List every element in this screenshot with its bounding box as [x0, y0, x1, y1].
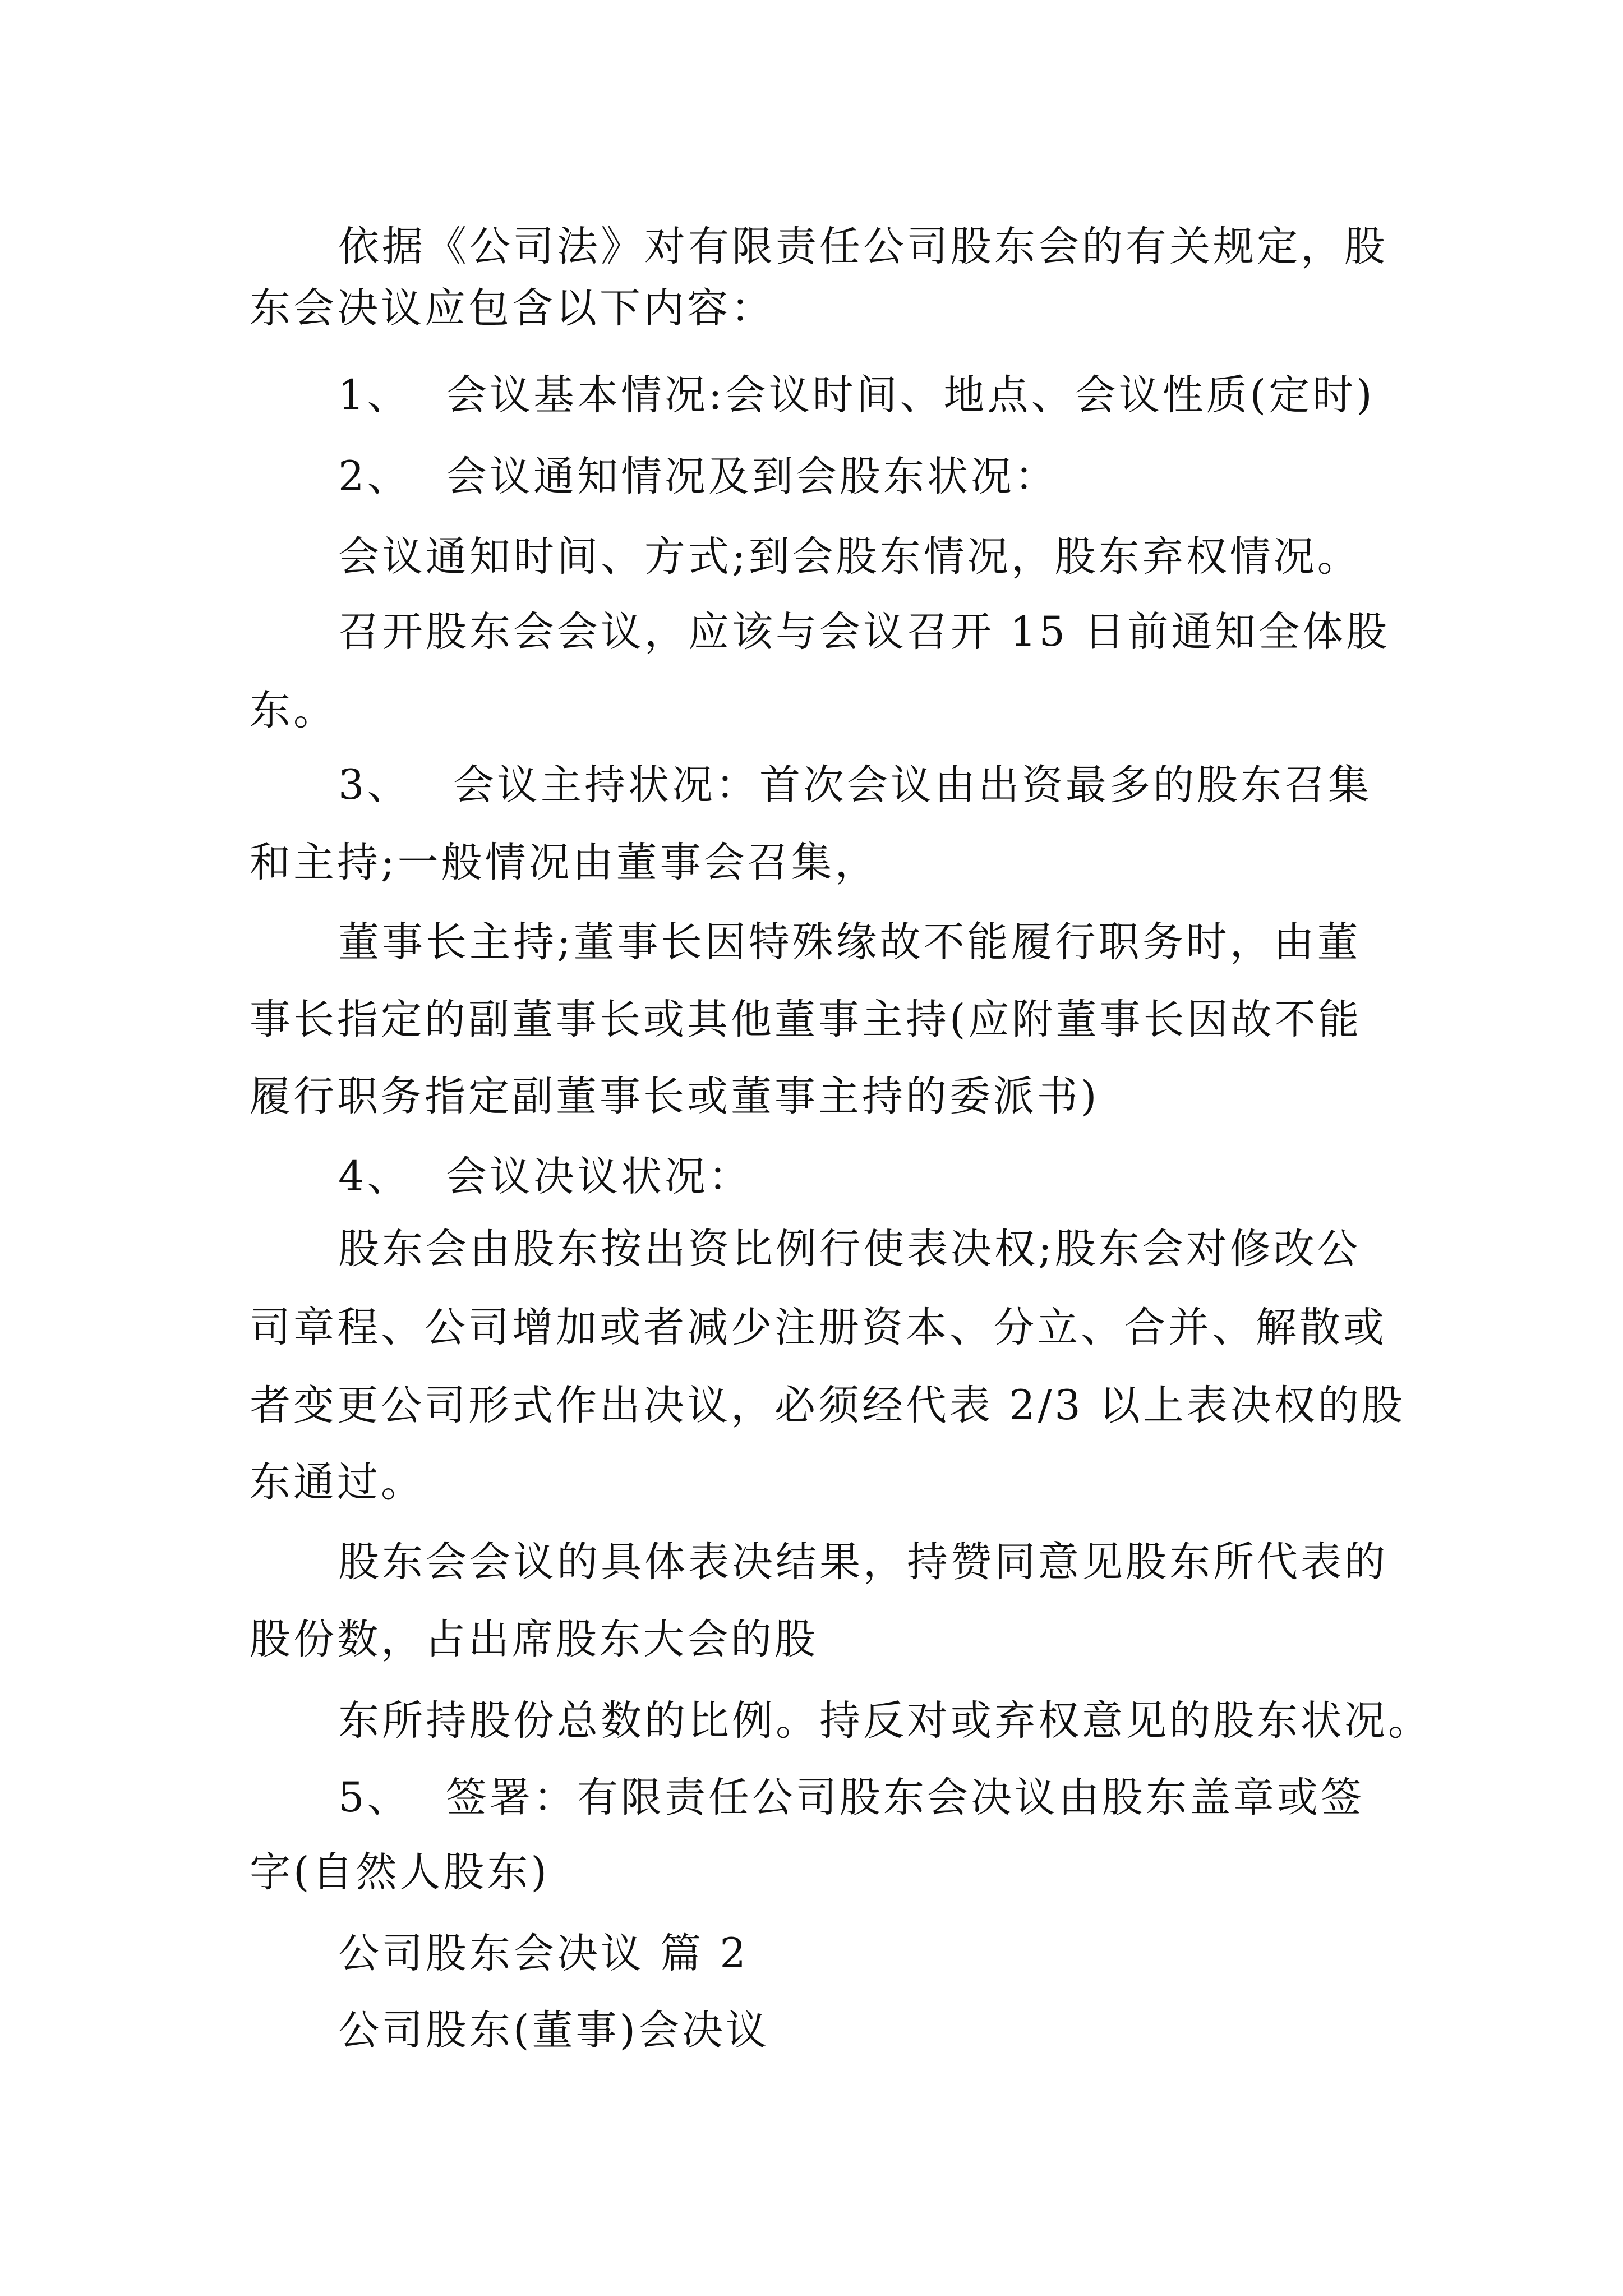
section-heading: 公司股东(董事)会决议	[338, 2007, 769, 2054]
list-number: 1、	[338, 371, 411, 419]
paragraph-line: 依据《公司法》对有限责任公司股东会的有关规定，股	[338, 223, 1388, 270]
paragraph-line: 东所持股份总数的比例。持反对或弃权意见的股东状况。	[338, 1697, 1432, 1745]
paragraph-line: 会议通知时间、方式;到会股东情况，股东弃权情况。	[338, 533, 1361, 581]
paragraph-line: 股东会会议的具体表决结果，持赞同意见股东所代表的	[338, 1538, 1388, 1586]
section-heading: 公司股东会决议 篇 2	[338, 1930, 749, 1977]
paragraph-line: 东通过。	[250, 1458, 425, 1506]
list-item-text: 会议决议状况：	[446, 1153, 752, 1200]
paragraph-line: 股东会由股东按出资比例行使表决权;股东会对修改公	[338, 1225, 1361, 1273]
list-number: 4、	[338, 1153, 411, 1200]
list-item-text: 会议主持状况：首次会议由出资最多的股东召集	[453, 761, 1372, 809]
list-item-text: 签署：有限责任公司股东会决议由股东盖章或签	[446, 1774, 1364, 1821]
paragraph-line: 东。	[250, 687, 337, 734]
paragraph-line: 者变更公司形式作出决议，必须经代表 2/3 以上表决权的股	[250, 1382, 1405, 1429]
paragraph-line: 司章程、公司增加或者减少注册资本、分立、合并、解散或	[250, 1304, 1387, 1351]
paragraph-line: 东会决议应包含以下内容：	[250, 284, 774, 332]
list-number: 2、	[338, 453, 411, 500]
list-item-text: 会议基本情况:会议时间、地点、会议性质(定时)	[446, 371, 1375, 419]
paragraph-line: 字(自然人股东)	[250, 1848, 550, 1896]
list-number: 3、	[338, 761, 411, 809]
list-number: 5、	[338, 1774, 411, 1821]
paragraph-line: 股份数，占出席股东大会的股	[250, 1616, 818, 1663]
paragraph-line: 事长指定的副董事长或其他董事主持(应附董事长因故不能	[250, 996, 1362, 1043]
list-item-text: 会议通知情况及到会股东状况：	[446, 453, 1058, 500]
paragraph-line: 和主持;一般情况由董事会召集，	[250, 839, 879, 886]
paragraph-line: 履行职务指定副董事长或董事主持的委派书)	[250, 1073, 1100, 1120]
paragraph-line: 召开股东会会议，应该与会议召开 15 日前通知全体股	[338, 608, 1390, 656]
paragraph-line: 董事长主持;董事长因特殊缘故不能履行职务时，由董	[338, 918, 1361, 966]
